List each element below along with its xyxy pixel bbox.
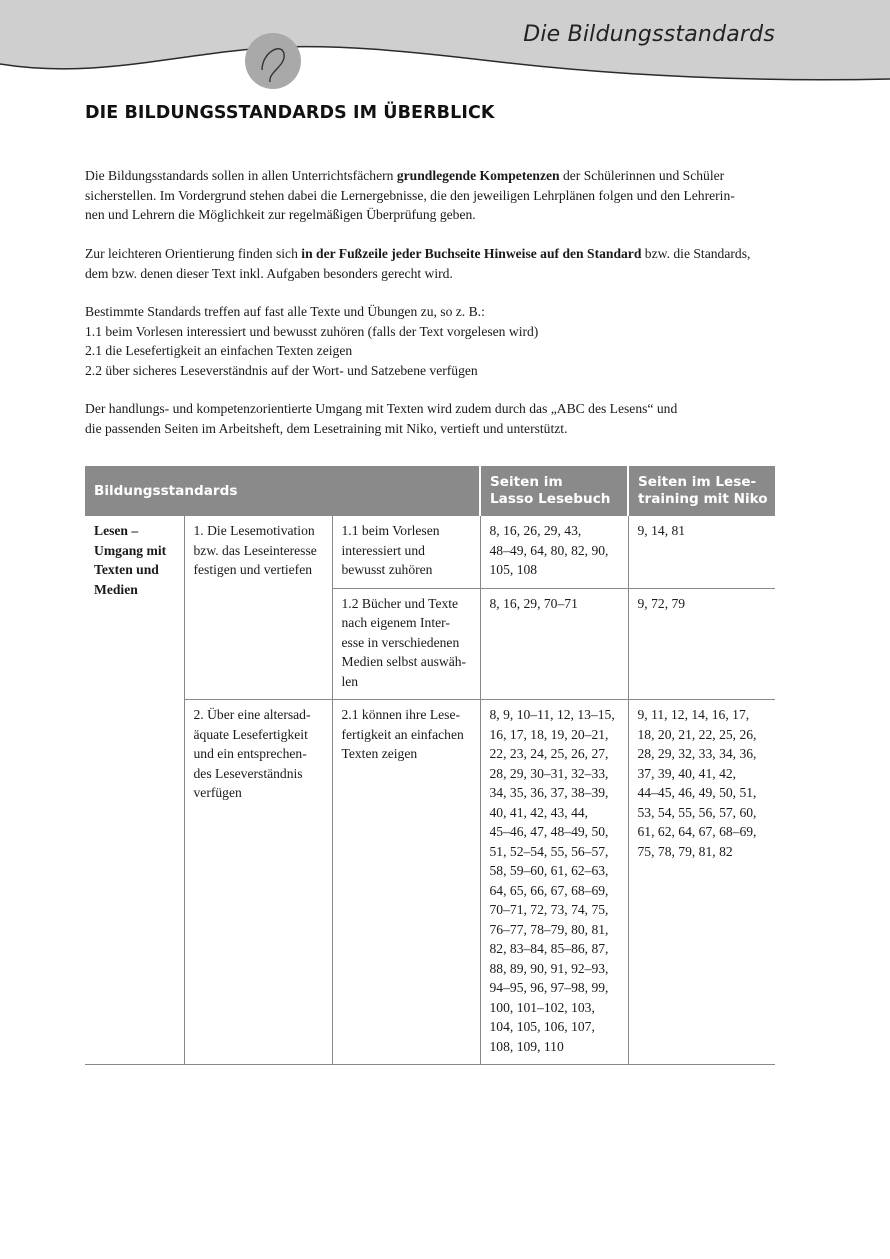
list-item: 2.1 die Lesefertigkeit an einfachen Texten zeigen xyxy=(85,343,353,358)
logo-icon xyxy=(245,33,301,89)
header-bildungsstandards: Bildungsstandards xyxy=(85,466,480,516)
paragraph-standards-list xyxy=(85,302,785,380)
standard-cell: 2.1 können ihre Lese- fertigkeit an einfachen Texten zeigen xyxy=(332,700,480,1065)
standards-table xyxy=(85,466,775,1065)
goal-cell: 2. Über eine altersad- äquate Lesefertigkeit und ein entsprechen- des Leseverständnis verfügen xyxy=(184,700,332,1065)
paragraph-line: Bestimmte Standards treffen auf fast alle Texte und Übungen zu, so z. B.: xyxy=(85,304,485,319)
header-lasso-pages: Seiten im Lasso Lesebuch xyxy=(480,466,628,516)
header-band xyxy=(0,0,890,100)
competence-area-cell: Lesen – Umgang mit Texten und Medien xyxy=(85,516,184,1065)
table-row xyxy=(85,516,775,588)
paragraph-line: dem bzw. denen dieser Text inkl. Aufgaben besonders gerecht wird. xyxy=(85,265,453,281)
table-header-row xyxy=(85,466,775,516)
standard-cell: 1.1 beim Vorlesen interessiert und bewusst zuhören xyxy=(332,516,480,588)
niko-pages-cell: 9, 14, 81 xyxy=(628,516,775,588)
lasso-pages-cell: 8, 9, 10–11, 12, 13–15, 16, 17, 18, 19, 20–21, 22, 23, 24, 25, 26, 27, 28, 29, 30–31, 32–33, 34, 35, 36, 37, 38–39, 40, 41, 42, 43, 44, 45–46, 47, 48–49, 50, 51, 52–54, 55, 56–57, 58, 59–60, 61, 62–63, 64, 65, 66, 67, 68–69, 70–71, 72, 73, 74, 75, 76–77, 78–79, 80, 81, 82, 83–84, 85–86, 87, 88, 89, 90, 91, 92–93, 94–95, 96, 97–98, 99, 100, 101–102, 103, 104, 105, 106, 107, 108, 109, 110 xyxy=(480,700,628,1065)
lasso-pages-cell: 8, 16, 26, 29, 43, 48–49, 64, 80, 82, 90, 105, 108 xyxy=(480,516,628,588)
header-niko-pages: Seiten im Lese- training mit Niko xyxy=(628,466,775,516)
list-item: 1.1 beim Vorlesen interessiert und bewusst zuhören (falls der Text vorgelesen wird) xyxy=(85,323,539,339)
paragraph-line: die passenden Seiten im Arbeitsheft, dem Lesetraining mit Niko, vertieft und unterstützt. xyxy=(85,420,568,436)
page-title: DIE BILDUNGSSTANDARDS IM ÜBERBLICK xyxy=(85,103,495,123)
goal-cell: 1. Die Lesemotivation bzw. das Leseinteresse festigen und vertiefen xyxy=(184,516,332,700)
paragraph-orientation xyxy=(85,244,785,283)
emphasis-text: grundlegende Kompetenzen xyxy=(396,168,560,183)
paragraph-abc xyxy=(85,399,785,438)
list-item: 2.2 über sicheres Leseverständnis auf der Wort- und Satzebene verfügen xyxy=(85,362,478,378)
paragraph-line: Der handlungs- und kompetenzorientierte Umgang mit Texten wird zudem durch das „ABC des Lesens“ und xyxy=(85,401,678,416)
header-title: Die Bildungsstandards xyxy=(523,22,775,47)
niko-pages-cell: 9, 11, 12, 14, 16, 17, 18, 20, 21, 22, 25, 26, 28, 29, 32, 33, 34, 36, 37, 39, 40, 41, 42, 44–45, 46, 49, 50, 51, 53, 54, 55, 56, 57, 60, 61, 62, 64, 67, 68–69, 75, 78, 79, 81, 82 xyxy=(628,700,775,1065)
paragraph-line: Zur leichteren Orientierung finden sich in der Fußzeile jeder Buchseite Hinweise auf den Standard bzw. die Standards, xyxy=(85,246,751,261)
niko-pages-cell: 9, 72, 79 xyxy=(628,588,775,700)
paragraph-line: sicherstellen. Im Vordergrund stehen dabei die Lernergebnisse, die den jeweiligen Lehrplänen folgen und den Lehrerin- xyxy=(85,187,735,203)
paragraph-intro xyxy=(85,166,785,225)
paragraph-line: Die Bildungsstandards sollen in allen Unterrichtsfächern grundlegende Kompetenzen der Schülerinnen und Schüler xyxy=(85,168,725,183)
emphasis-text: in der Fußzeile jeder Buchseite Hinweise auf den Standard xyxy=(301,246,642,261)
table-row xyxy=(85,700,775,1065)
standard-cell: 1.2 Bücher und Texte nach eigenem Inter- esse in verschiedenen Medien selbst auswäh- len xyxy=(332,588,480,700)
paragraph-line: nen und Lehrern die Möglichkeit zur regelmäßigen Überprüfung geben. xyxy=(85,207,476,222)
lasso-pages-cell: 8, 16, 29, 70–71 xyxy=(480,588,628,700)
